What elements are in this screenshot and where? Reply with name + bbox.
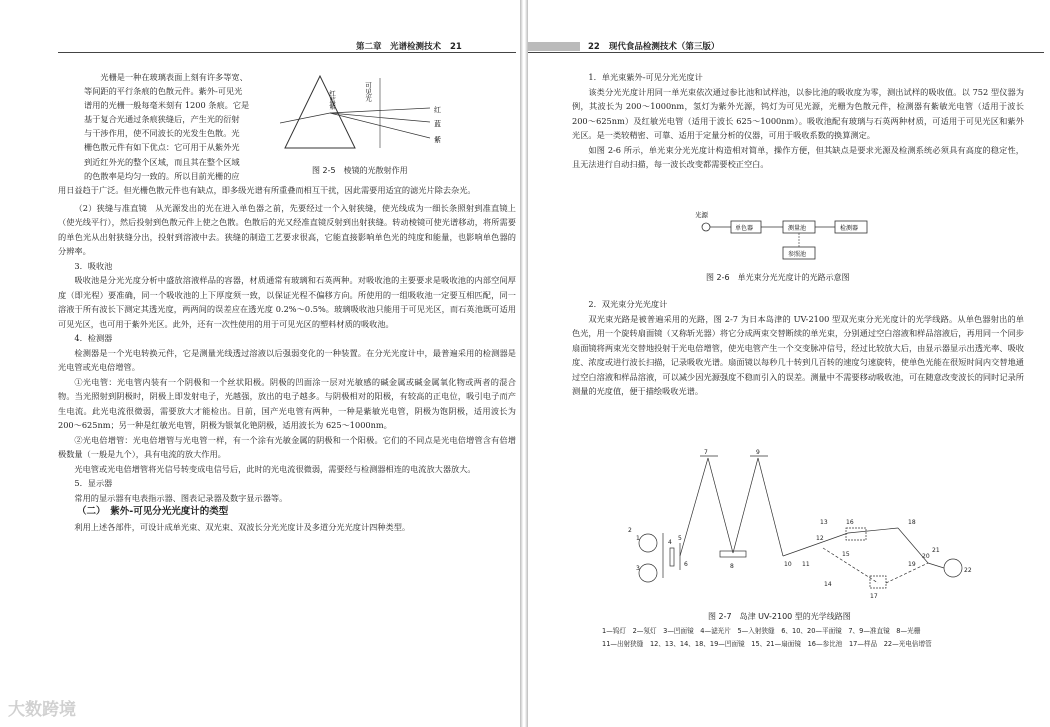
right-body-bottom: [572, 297, 1024, 399]
uv2100-optical-diagram: [608, 448, 988, 608]
light-source-label: 光源: [695, 211, 708, 219]
light-source-icon: [702, 223, 710, 231]
prism-label-left: 红蓝紫: [328, 90, 336, 110]
beam: [708, 458, 733, 553]
heading-two: （二） 紫外-可见分光光度计的类型: [77, 506, 229, 517]
beam: [848, 528, 898, 533]
component-number: 9: [756, 449, 760, 456]
grating-line: 谱用的光栅一般每毫米刻有 1200 条痕。它是: [84, 100, 250, 111]
right-header-bar: [528, 42, 580, 51]
beam: [680, 458, 708, 556]
grating-line: 等间距的平行条痕的色散元件。紫外-可见光: [84, 86, 243, 97]
grating-line: 栅色散元件有如下优点：它可用于从紫外光: [84, 142, 240, 153]
fig7-legend-line: 1—钨灯 2—氖灯 3—凹面镜 4—滤光片 5—入射狭缝 6、10、20—平面镜 7、9—准直镜 8—光栅: [602, 627, 921, 635]
sec4-title: 4．检测器: [74, 333, 113, 343]
prism-label-violet: 紫: [434, 136, 441, 144]
component-number: 4: [668, 539, 672, 546]
fig7-legend: [602, 625, 932, 651]
component-number: 12: [816, 535, 824, 542]
fig7-caption: 图 2-7 岛津 UV-2100 型的光学线路图: [708, 612, 851, 621]
slit-paragraph: （2）狭缝与准直镜 从光源发出的光在进入单色器之前，先要经过一个入射狭缝，使光线成为一细长条照射到准直镜上（使光线平行），然后投射到色散元件上使之色散。色散后的光又经准直镜反射到出射狭缝。转动棱镜可使光谱移动，将所需要的单色光从出射狭缝分出，投射到溶液中去。狭缝的制造工艺要求很高，它能直接影响单色光的纯度和能量，也影响单色器的分辨率。: [58, 202, 516, 256]
sample-beam: [886, 563, 928, 583]
component-number: 6: [684, 561, 688, 568]
prism-label-red: 红: [434, 106, 441, 114]
component-number: 17: [870, 593, 878, 600]
component-number: 16: [846, 519, 854, 526]
left-header-title: 第二章 光谱检测技术: [356, 42, 442, 52]
right-header-title: 现代食品检测技术（第三版）: [608, 42, 720, 52]
component-number: 7: [704, 449, 708, 456]
watermark: 大数跨境: [8, 700, 76, 720]
component-number: 14: [824, 581, 832, 588]
left-page: [0, 0, 520, 727]
prism-figure: [280, 68, 460, 160]
book-gutter: [520, 0, 528, 727]
grating-line: 基于复合光通过条痕狭缝后，产生光的衍射: [84, 114, 240, 125]
component-number: 19: [908, 561, 916, 568]
left-body: [58, 183, 516, 534]
sec4-paragraph: 检测器是一个光电转换元件，它是测量光线透过溶液以后强弱变化的一种装置。在分光光度计中，最普遍采用的检测器是光电管或光电倍增管。: [58, 347, 516, 372]
monochromator-label: 单色器: [735, 225, 754, 232]
sec3-paragraph: 吸收池是分光光度分析中盛放溶液样品的容器，材质通常有玻璃和石英两种。对吸收池的主要要求是吸收池的内部空间厚度（即光程）要准确，同一个吸收池的上下厚度须一致，以保证光程不偏移方向。所使用的一组吸收池一定要互相匹配，同一溶液于所有波长下测定其透光度，两两间的误差应在透光度 0.2%～0.5%。玻璃吸收池只能用于可见光区，而石英池既可适用可见光区，也可用于紫外光区。此外，还有一次性使用的用于可见光区的塑料材质的吸收池。: [58, 275, 516, 329]
pmt2-paragraph: ②光电倍增管：光电倍增管与光电管一样，有一个涂有光敏金属的阴极和一个阳极。它们的不同点是光电倍增管含有倍增极数量（一般是九个），具有电流的放大作用。: [58, 434, 516, 459]
grating-line: 光栅是一种在玻璃表面上刻有许多等宽、: [100, 72, 248, 82]
sample-cell-label: 测量池: [788, 225, 807, 232]
component-number: 20: [922, 553, 930, 560]
component-number: 11: [802, 561, 810, 568]
reference-cell: [846, 528, 866, 540]
component-number: 10: [784, 561, 792, 568]
component-number: 5: [678, 535, 682, 542]
prism-label-vertical: 可见光: [364, 82, 372, 102]
component-number: 22: [964, 567, 972, 574]
grating-line: 的色散率是均匀一致的。所以目前光栅的应: [84, 170, 240, 181]
prism-caption: 图 2-5 棱镜的光散射作用: [312, 166, 408, 175]
component-number: 3: [636, 565, 640, 572]
component-number: 13: [820, 519, 828, 526]
left-page-number: 21: [449, 42, 462, 52]
grating-paragraph: [84, 70, 270, 183]
sec1-title: 1．单光束紫外-可见分光光度计: [588, 72, 703, 82]
filter: [670, 548, 674, 566]
beam: [733, 458, 758, 553]
sec5-title: 5．显示器: [74, 478, 113, 488]
component-number: 18: [908, 519, 916, 526]
sec2-paragraph: 双光束光路是被普遍采用的光路，图 2-7 为日本岛津的 UV-2100 型双光束分光光度计的光学线路。从单色器射出的单色光，用一个旋转扇面镜（又称斩光器）将它分成两束交替断续的单光束，分别通过空白溶液和样品溶液后，再用同一个同步扇面镜将两束光交替地投射于光电倍增管，使光电管产生一个交变脉冲信号，经过比较放大后，由显示器显示出透光率、吸收度、浓度或进行波长扫描，记录吸收光谱。扇面镜以每秒几十转到几百转的速度匀速旋转，使单色光能在很短时间内交替地通过空白溶液和样品溶液，可以减少因光源强度不稳而引入的误差。测量中不需要移动吸收池，可在随意改变波长的同时记录所测量的光度值，便于描绘吸收光谱。: [572, 313, 1024, 396]
left-running-header: [356, 40, 462, 52]
single-beam-diagram: [693, 205, 913, 267]
component-number: 2: [628, 527, 632, 534]
right-header-rule: [528, 52, 1044, 53]
beam: [928, 563, 944, 568]
tungsten-lamp: [639, 534, 657, 552]
right-page-number: 22: [588, 42, 600, 52]
sample-cell: [870, 576, 886, 588]
optics-numbers: [628, 449, 972, 600]
sec3-title: 3．吸收池: [74, 260, 113, 271]
grating-line: 到近红外光的整个区域，而且其在整个区域: [84, 156, 240, 167]
reference-cell-label: 参照池: [788, 251, 807, 258]
grating-line: 与干涉作用，使不同波长的光发生色散。光: [84, 128, 240, 139]
types-paragraph: 利用上述各部件，可设计成单光束、双光束、双波长分光光度计及多道分光光度计四种类型。: [74, 521, 411, 532]
right-page: [528, 0, 1050, 727]
sec5-paragraph: 常用的显示器有电表指示器、图表记录器及数字显示器等。: [74, 492, 288, 503]
right-body-top: [572, 70, 1024, 172]
photomultiplier: [944, 559, 962, 577]
pmt1-paragraph: ①光电管：光电管内装有一个阴极和一个丝状阳极。阴极的凹面涂一层对光敏感的碱金属或碱金属氧化物或两者的混合物。当光照射到阴极时，阴极上即发射电子，光越强，放出的电子越多。与阴极相对的阳极，有较高的正电位，吸引电子而产生电流。此光电流很微弱，需要放大才能检出。目前，国产光电管有两种，一种是紫敏光电管，阴极为饱阴极，适用波长为 200～625nm；另一种是红敏光电管，阴极为银氧化铯阴极，适用波长为 625～1000nm。: [58, 376, 516, 430]
prism-label-blue: 蓝: [434, 120, 441, 128]
incident-ray: [280, 113, 330, 123]
detector-label: 检测器: [840, 225, 859, 232]
fig7-legend-line: 11—出射狭缝 12、13、14、18、19—凹面镜 15、21—扇面镜 16—参比池 17—样品 22—光电倍增管: [602, 640, 932, 648]
pmt3-paragraph: 光电管或光电倍增管将光信号转变成电信号后，此时的光电流很微弱，需要经与检测器相连的电流放大器放大。: [74, 463, 476, 474]
left-header-rule: [58, 52, 516, 53]
deuterium-lamp: [639, 564, 657, 582]
beam: [758, 458, 783, 556]
fig6-caption: 图 2-6 单光束分光光度计的光路示意图: [706, 273, 850, 282]
sec1-paragraph-1: 该类分光光度计用同一单光束依次通过参比池和试样池，以参比池的吸收度为零，测出试样的吸收值。以 752 型仪器为例，其波长为 200～1000nm，氢灯为紫外光源，钨灯为可见光源，光栅为色散元件，检测器有紫敏光电管（适用于波长 200～625nm）及红敏光电管（适用于波长 625～1000nm）。吸收池配有玻璃与石英两种材质，可适用于可见光区和紫外光区。是一类较精密、可靠、适用于定量分析的仪器，可用于吸收系数的换算测定。: [572, 86, 1024, 140]
right-running-header: [588, 40, 719, 52]
sec2-title: 2．双光束分光光度计: [588, 299, 668, 309]
component-number: 15: [842, 551, 850, 558]
component-number: 1: [636, 535, 640, 542]
grating-tail: 用日益趋于广泛。但光栅色散元件也有缺点，即多级光谱有所重叠而相互干扰，因此需要用适宜的滤光片除去杂光。: [58, 185, 476, 195]
sec1-paragraph-2: 如图 2-6 所示，单光束分光光度计构造相对简单，操作方便，但其缺点是要求光源及检测系统必须具有高度的稳定性，且无法进行自动扫描，每一波长改变都需要校正空白。: [572, 144, 1024, 169]
component-number: 8: [730, 563, 734, 570]
component-number: 21: [932, 547, 940, 554]
